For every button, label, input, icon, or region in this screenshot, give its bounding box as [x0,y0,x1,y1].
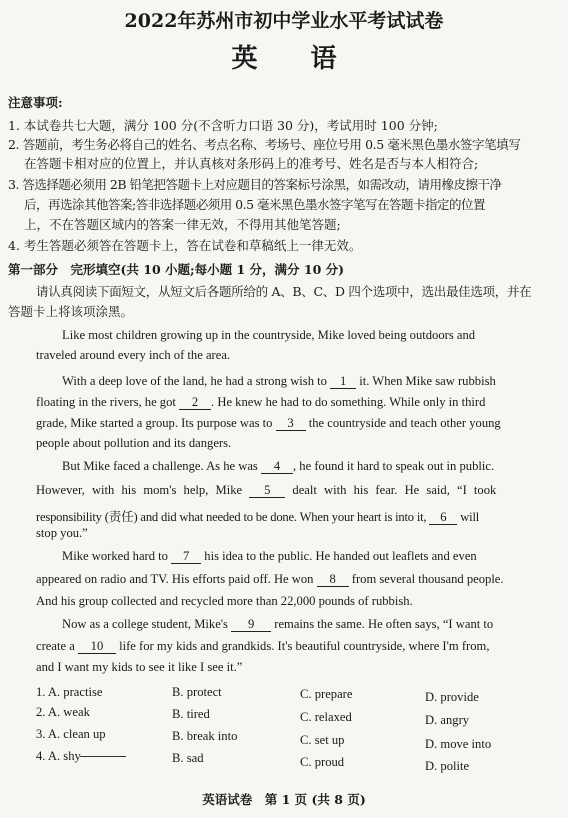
part1-heading: 第一部分 完形填空(共 10 小题;每小题 1 分，满分 10 分) [8,262,345,277]
blank-4: 4 [261,460,293,474]
blank-7: 7 [171,550,201,564]
passage-line: Now as a college student, Mike's 9 remains the same. He often says, “I want to [62,617,494,631]
passage-line: and I want my kids to see it like I see it.” [36,660,243,674]
option-4d: D. polite [425,759,470,773]
note-line-7: 4. 考生答题必须答在答题卡上，答在试卷和草稿纸上一律无效。 [8,238,362,253]
option-1a: 1. A. practise [36,685,103,699]
option-2d: D. angry [425,713,470,727]
passage-line: grade, Mike started a group. Its purpose was to 3 the countryside and teach other young [36,416,501,430]
subject-title: 英 语 [231,44,359,74]
note-line-2: 2. 答题前，考生务必将自己的姓名、考点名称、考场号、座位号用 0.5 毫米黑色墨水签字笔填写 [8,137,521,152]
passage-line: appeared on radio and TV. His efforts paid off. He won 8 from several thousand people. [36,572,504,586]
part1-instruction-2: 答题卡上将该项涂黑。 [8,304,134,319]
option-2b: B. tired [172,707,210,721]
option-3a: 3. A. clean up [36,727,106,741]
passage-line: responsibility (责任) and did what needed to be done. When your heart is into it, 6 will [36,510,480,524]
option-1c: C. prepare [300,687,353,701]
option-4a: 4. A. shy [36,749,81,763]
passage-line: However, with his mom's help, Mike 5 dealt with his fear. He said, “I took [36,483,497,497]
passage-line: But Mike faced a challenge. As he was 4 , he found it hard to speak out in public. [62,459,495,473]
passage-line: With a deep love of the land, he had a strong wish to 1 it. When Mike saw rubbish [62,374,496,388]
blank-6: 6 [429,511,457,525]
option-2c: C. relaxed [300,710,352,724]
blank-8: 8 [317,573,349,587]
pencil-mark [80,756,126,757]
option-3d: D. move into [425,737,492,751]
passage-line: Mike worked hard to 7 his idea to the public. He handed out leaflets and even [62,549,477,563]
passage-line: traveled around every inch of the area. [36,348,231,362]
option-1d: D. provide [425,690,479,704]
exam-title: 2022年苏州市初中学业水平考试试卷 [124,10,444,32]
passage-line: people about pollution and its dangers. [36,436,232,450]
page-footer: 英语试卷 第 1 页 (共 8 页) [202,792,366,807]
note-line-5: 后，再选涂其他答案;答非选择题必须用 0.5 毫米黑色墨水签字笔写在答题卡指定的位置 [24,197,486,212]
part1-instruction-1: 请认真阅读下面短文，从短文后各题所给的 A、B、C、D 四个选项中，选出最佳选项，并在 [36,284,532,299]
option-2a: 2. A. weak [36,705,90,719]
option-3c: C. set up [300,733,345,747]
blank-10: 10 [78,640,116,654]
option-3b: B. break into [172,729,238,743]
notes-heading: 注意事项: [8,95,63,110]
option-1b: B. protect [172,685,222,699]
option-4c: C. proud [300,755,345,769]
blank-9: 9 [231,618,271,632]
note-line-1: 1. 本试卷共七大题，满分 100 分(不含听力口语 30 分)，考试用时 100 分钟; [8,118,438,133]
passage-line: stop you.” [36,526,88,540]
passage-line: create a 10 life for my kids and grandkids. It's beautiful countryside, where I'm from, [36,639,490,653]
blank-1: 1 [330,375,356,389]
note-line-3: 在答题卡相对应的位置上，并认真核对条形码上的准考号、姓名是否与本人相符合; [24,156,479,171]
note-line-4: 3. 答选择题必须用 2B 铅笔把答题卡上对应题目的答案标号涂黑，如需改动，请用橡皮擦干净 [8,177,502,192]
passage-line: floating in the rivers, he got 2 . He knew he had to do something. While only in third [36,395,486,409]
passage-line: Like most children growing up in the countryside, Mike loved being outdoors and [62,328,476,342]
blank-5: 5 [249,484,285,498]
blank-2: 2 [179,396,211,410]
option-4b: B. sad [172,751,204,765]
blank-3: 3 [276,417,306,431]
passage-line: And his group collected and recycled more than 22,000 pounds of rubbish. [36,594,413,608]
note-line-6: 上，不在答题区域内的答案一律无效，不得用其他笔答题; [24,217,341,232]
